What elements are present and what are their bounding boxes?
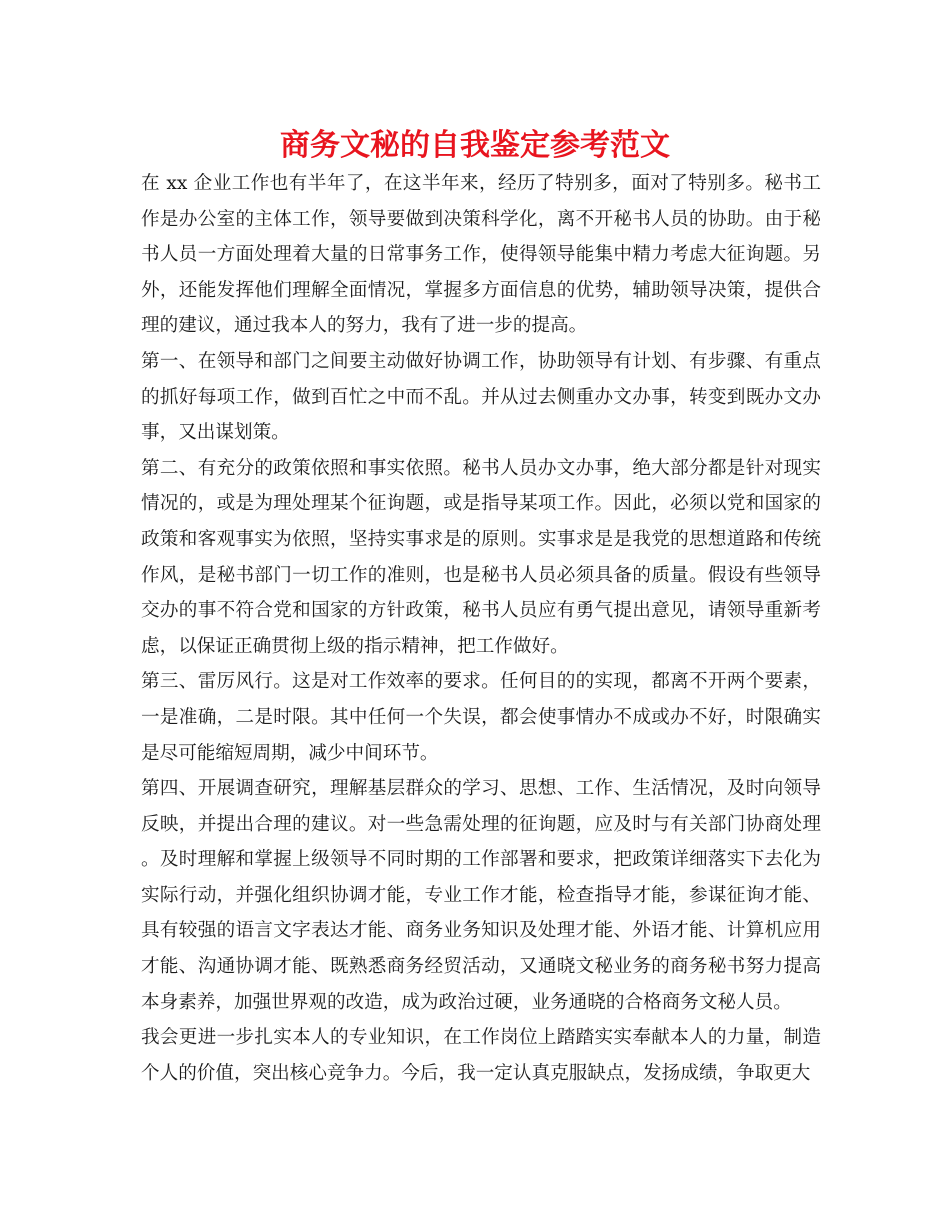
paragraph-third-point: 第三、雷厉风行。这是对工作效率的要求。任何目的的实现，都离不开两个要素，一是准确，二是时限。其中任何一个失误，都会使事情办不成或办不好，时限确实是尽可能缩短周期，减少中间环节。 [141,671,821,764]
paragraph-first-point: 第一、在领导和部门之间要主动做好协调工作，协助领导有计划、有步骤、有重点的抓好每项工作，做到百忙之中而不乱。并从过去侧重办文办事，转变到既办文办事，又出谋划策。 [141,350,821,444]
paragraph-fourth-point: 第四、开展调查研究，理解基层群众的学习、思想、工作、生活情况，及时向领导反映，并提出合理的建议。对一些急需处理的征询题，应及时与有关部门协商处理。及时理解和掌握上级领导不同时期的工作部署和要求，把政策详细落实下去化为实际行动，并强化组织协调才能，专业工作才能，检查指导才能，参谋征询才能、具有较强的语言文字表达才能、商务业务知识及处理才能、外语才能、计算机应用才能、沟通协调才能、既熟悉商务经贸活动，又通晓文秘业务的商务秘书努力提高本身素养，加强世界观的改造，成为政治过硬，业务通晓的合格商务文秘人员。 [141,778,821,1013]
paragraph-second-point: 第二、有充分的政策依照和事实依照。秘书人员办文办事，绝大部分都是针对现实情况的，或是为理处理某个征询题，或是指导某项工作。因此，必须以党和国家的政策和客观事实为依照，坚持实事求是的原则。实事求是是我党的思想道路和传统作风，是秘书部门一切工作的准则，也是秘书人员必须具备的质量。假设有些领导交办的事不符合党和国家的方针政策，秘书人员应有勇气提出意见，请领导重新考虑，以保证正确贯彻上级的指示精神，把工作做好。 [141,457,821,657]
paragraph-closing: 我会更进一步扎实本人的专业知识，在工作岗位上踏踏实实奉献本人的力量，制造个人的价值，突出核心竞争力。今后，我一定认真克服缺点，发扬成绩，争取更大 [141,1027,821,1084]
paragraph-intro: 在 xx 企业工作也有半年了，在这半年来，经历了特别多，面对了特别多。秘书工作是办公室的主体工作，领导要做到决策科学化，离不开秘书人员的协助。由于秘书人员一方面处理着大量的日常事务工作，使得领导能集中精力考虑大征询题。另外，还能发挥他们理解全面情况，掌握多方面信息的优势，辅助领导决策，提供合理的建议，通过我本人的努力，我有了进一步的提高。 [141,173,821,337]
document-title: 商务文秘的自我鉴定参考范文 [280,128,670,163]
document-body [141,166,821,1091]
